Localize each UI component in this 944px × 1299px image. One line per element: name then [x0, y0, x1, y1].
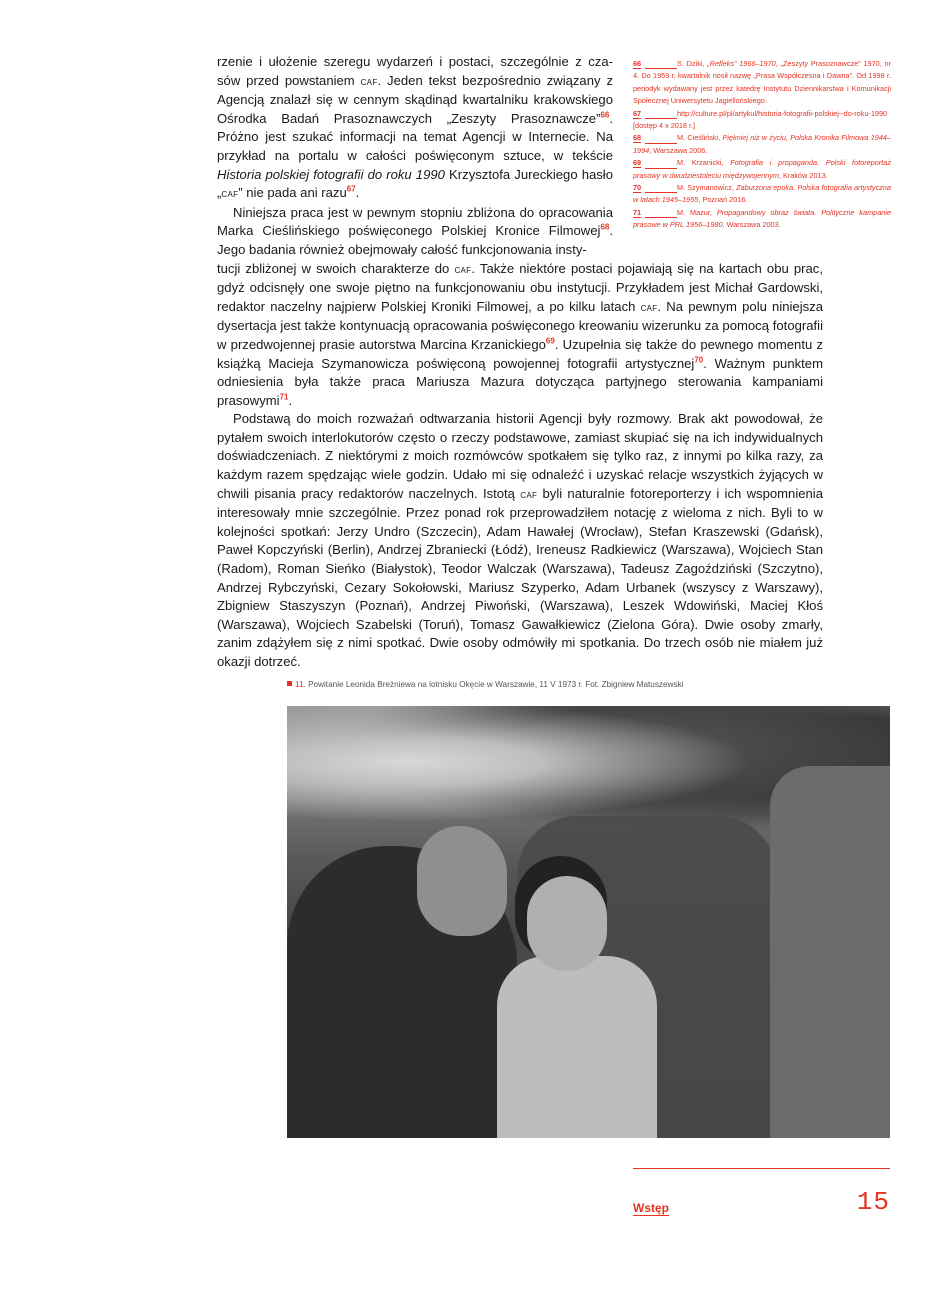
footnote-number: 70 — [633, 182, 677, 194]
footer-section-title[interactable]: Wstęp — [633, 1201, 669, 1215]
photo-woman-coat — [497, 956, 657, 1138]
photo-soldier — [770, 766, 890, 1138]
footnote-number: 68 — [633, 132, 677, 144]
footnote-71: 71 M. Mazur, Propagandowy obraz świata. Polityczne kampanie prasowe w PRL 1956–1980, Warszawa 2003. — [633, 207, 891, 230]
footnote-69: 69 M. Krzanicki, Fotografia i propaganda. Polski fotoreportaż prasowy w dwudziestoleciu międzywojennym, Kraków 2013. — [633, 158, 891, 180]
footnote-ref-67[interactable]: 67 — [346, 184, 356, 194]
footnote-70: 70 M. Szymanowicz, Zaburzona epoka. Polska fotografia artystyczna w latach 1945–1955, Poznań 2016. — [633, 183, 891, 205]
page-number: 15 — [856, 1187, 890, 1217]
footnote-ref-68[interactable]: 68 — [600, 222, 610, 232]
paragraph-3: Podstawą do moich rozważań odtwarzania historii Agencji były rozmowy. Brak akt powodował, że pytałem swoich interlokutorów często o rzeczy podstawowe, zamiast skupiać się na ich indywidualnych doświadczeniach. Z niektórymi z moich rozmówców spotkałem się tylko raz, z innymi po kilka razy, za każdym razem spędzając wiele godzin. Udało mi się odnaleźć i uzyskać relacje wszystkich żyjących w chwili pisania pracy redaktorów naczelnych. Istotą caf byli naturalnie fotoreporterzy i ich wspomnienia interesowały mnie szczególnie. Przez ponad rok przeprowadziłem notację z wieloma z nich. Byli to w kolejności spotkań: Jerzy Undro (Szczecin), Adam Hawałej (Wrocław), Stefan Kraszewski (Gdańsk), Paweł Kopczyński (Berlin), Andrzej Zbraniecki (Łódź), Ireneusz Radkiewicz (Warszawa), Wojciech Stan (Radom), Roman Sieńko (Białystok), Teodor Walczak (Warszawa), Tadeusz Zagoździński (Szczytno), Andrzej Rybczyński, Cezary Sokołowski, Mariusz Szyperko, Adam Urbanek (wszyscy z Warszawy), Zbigniew Staszyszyn (Poznań), Andrzej Piwoński, (Warszawa), Leszek Wdowiński, Maciej Kłoś (Warszawa), Wojciech Szabelski (Toruń), Tomasz Gawałkiewicz (Zielona Góra). Dwie osoby zmarły, zanim zdążyłem się z nimi spotkać. Dwie osoby odmówiły mi spotkania. Do trzech osób nie miałem już okazji dotrzeć. — [217, 411, 823, 669]
footnote-ref-69[interactable]: 69 — [545, 336, 555, 346]
footnote-number: 66 — [633, 58, 677, 70]
footnote-67 — [633, 108, 891, 133]
figure-caption — [287, 680, 684, 689]
footnote-68: 68 M. Cieśliński, Piękniej niż w życiu, Polska Kronika Filmowa 1944–1994, Warszawa 2006. — [633, 133, 891, 155]
footnotes-column — [633, 58, 891, 232]
caption-text: Powitanie Leonida Breżniewa na lotnisku Okęcie w Warszawie, 11 V 1973 r. Fot. Zbigniew Matuszewski — [308, 680, 684, 689]
footer-divider — [633, 1168, 890, 1169]
paragraph-2-cont: tucji zbliżonej w swoich charakterze do caf. Także niektóre postaci pojawiają się na kartach obu prac, gdyż odcisnęły one swoje piętno na funkcjonowaniu obu instytucji. Przykładem jest Michał Gardowski, redaktor naczelny najpierw Polskiej Kroniki Filmowej, a po kilku latach caf. Na pewnym polu niniejsza dysertacja jest także kontynuacją opracowania poświęconego kreowaniu wizerunku za pomocą fotografii w przedwojennej prasie autorstwa Marcina Krzanickiego$^{69}$. Uzupełnia się także do pewnego momentu z książką Macieja Szymanowicza poświęconą powojennej fotografii artystycznej$^{70}$. Ważnym punktem odniesienia była także praca Mariusza Mazura dotycząca partyjnego sterowania kampaniami prasowymi$^{71}$. — [217, 260, 824, 408]
photo-woman-head — [527, 876, 607, 971]
paragraph-2-start: Niniejsza praca jest w pewnym stopniu zbliżona do opracowania Marka Cieślińskiego poświęconego Polskiej Kronice Filmowej$^{68}$. Jego badania również obejmowały całość funkcjonowania insty- — [217, 204, 613, 257]
paragraph-1: rzenie i ułożenie szeregu wydarzeń i postaci, szczególnie z cza- sów przed powstaniem caf. Jeden tekst bezpośrednio związany z Agencją znalazł się w cennym skądinąd kwartalniku krakowskiego Ośrodka Badań Prasoznawczych „Zeszyty Prasoznawcze”$^{66}$. Próżno jest szukać informacji na temat Agencji w Internecie. Na przykład na portalu w całości poświęconym sztuce, w tekście Historia polskiej fotografii do roku 1990 Krzysztofa Jureckiego hasło „caf” nie pada ani razu$^{67}$. — [217, 54, 613, 201]
footnote-ref-70[interactable]: 70 — [694, 355, 704, 365]
figure-number: 11. — [295, 680, 306, 689]
footnote-number: 71 — [633, 207, 677, 219]
photo-man-head — [417, 826, 507, 936]
footnote-number: 69 — [633, 157, 677, 169]
footnote-66: 66 S. Dziki, „Refleks” 1966–1970, „Zeszyty Prasoznawcze” 1970, nr 4. Do 1959 r. kwartalnik nosił nazwę „Prasa Współczesna i Dawna”. Od 1998 r. periodyk wydawany jest przez katedrę Instytutu Dziennikarstwa i Komunikacji Społecznej Uniwersytetu Jagiellońskiego. — [633, 59, 891, 106]
footnote-ref-71[interactable]: 71 — [279, 392, 289, 402]
red-square-icon — [287, 681, 292, 686]
footnote-ref-66[interactable]: 66 — [600, 110, 610, 120]
footnote-number: 67 — [633, 108, 677, 120]
footnote-link[interactable]: http://culture.pl/pl/artykul/historia-fotografii-polskiej--do-roku-1990 [dostęp 4 x 2018 r.] — [633, 108, 888, 131]
photograph — [287, 706, 890, 1138]
